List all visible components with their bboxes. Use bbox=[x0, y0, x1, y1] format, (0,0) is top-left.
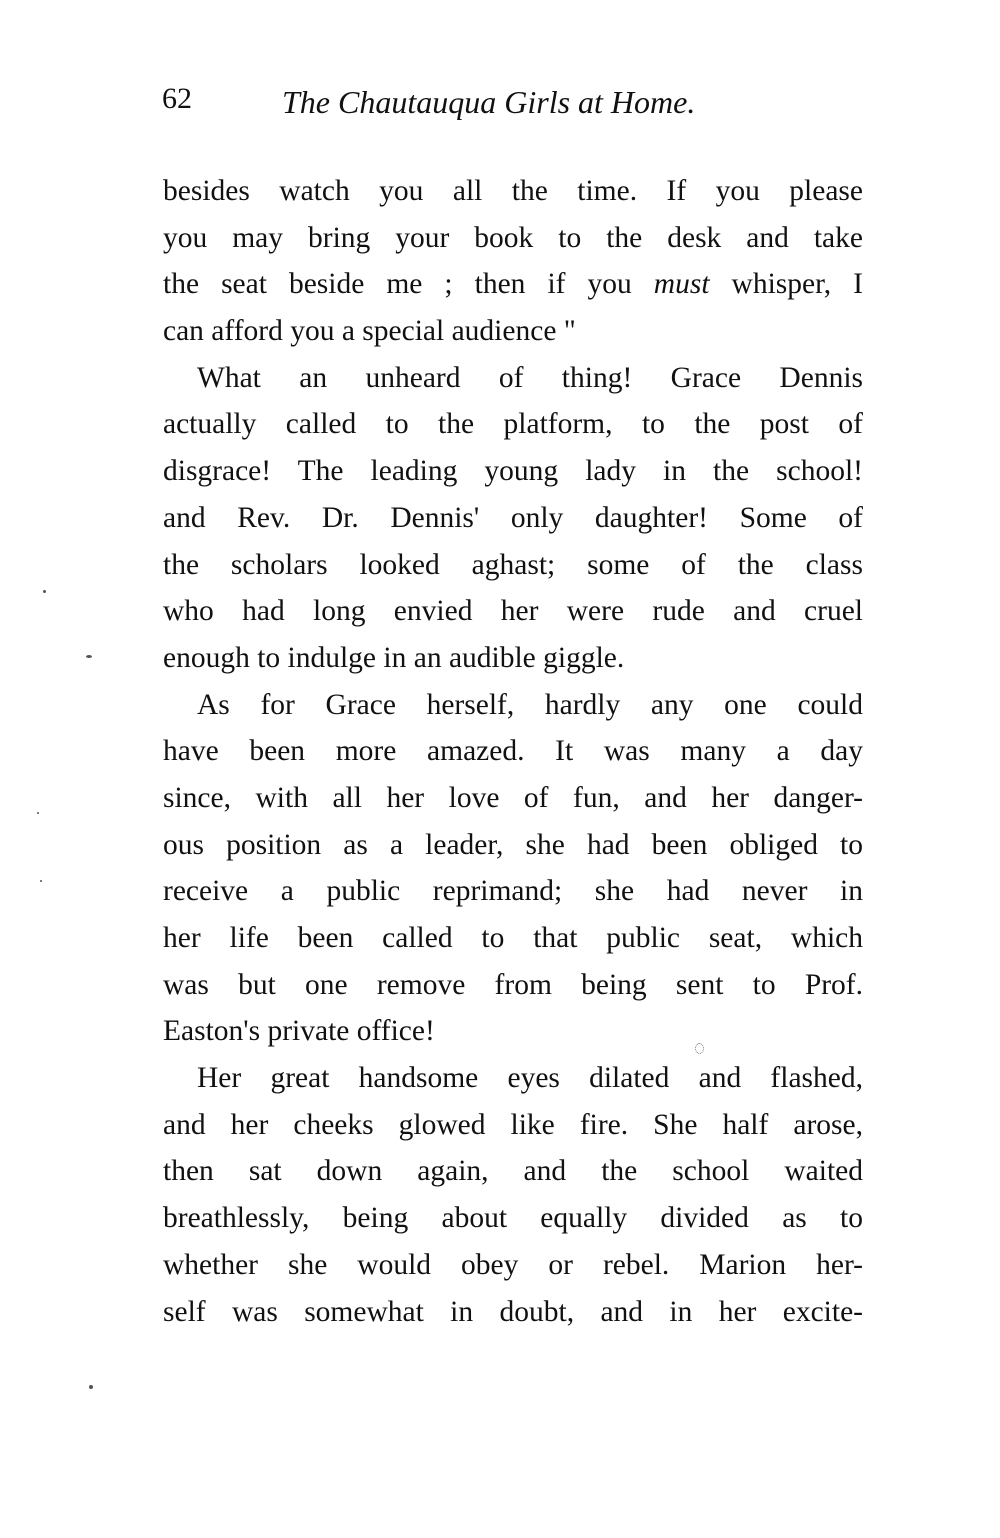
text-line: breathlessly, being about equally divided as to bbox=[163, 1202, 863, 1235]
running-title: The Chautauqua Girls at Home. bbox=[282, 84, 696, 120]
text-line: have been more amazed. It was many a day bbox=[163, 735, 863, 768]
text-line: As for Grace herself, hardly any one could bbox=[197, 688, 863, 721]
text-span: the seat beside me ; then if you bbox=[163, 268, 654, 301]
text-line: her life been called to that public seat, which bbox=[163, 922, 863, 954]
text-line: self was somewhat in doubt, and in her excite- bbox=[163, 1295, 863, 1328]
text-line: the scholars looked aghast; some of the class bbox=[163, 548, 863, 581]
text-line: and her cheeks glowed like fire. She half arose, bbox=[163, 1108, 863, 1141]
text-line: Her great handsome eyes dilated and flashed, bbox=[197, 1062, 863, 1095]
scan-speck bbox=[695, 1043, 704, 1054]
text-line: who had long envied her were rude and cruel bbox=[163, 595, 863, 628]
emphasis-word: must bbox=[653, 268, 710, 301]
scan-speck bbox=[43, 590, 46, 593]
scan-speck bbox=[86, 655, 92, 658]
text-line: What an unheard of thing! Grace Dennis bbox=[197, 361, 863, 394]
text-line: receive a public reprimand; she had never in bbox=[163, 875, 863, 908]
text-line: since, with all her love of fun, and her danger- bbox=[163, 781, 863, 814]
text-line: and Rev. Dr. Dennis' only daughter! Some of bbox=[163, 501, 863, 534]
scan-speck bbox=[37, 812, 39, 814]
scan-speck bbox=[89, 1385, 93, 1389]
text-line: whether she would obey or rebel. Marion her- bbox=[163, 1248, 863, 1281]
text-line: actually called to the platform, to the post of bbox=[163, 408, 863, 441]
text-line bbox=[163, 261, 863, 308]
running-header bbox=[160, 82, 860, 132]
scan-speck bbox=[40, 880, 42, 882]
body-text bbox=[163, 168, 863, 1335]
text-line: ous position as a leader, she had been obliged to bbox=[163, 828, 863, 861]
text-line: was but one remove from being sent to Prof. bbox=[163, 968, 863, 1001]
page-number: 62 bbox=[162, 82, 192, 115]
text-line: you may bring your book to the desk and take bbox=[163, 221, 863, 254]
text-line: then sat down again, and the school waited bbox=[163, 1155, 863, 1188]
text-span: whisper, I bbox=[709, 268, 864, 301]
text-line: can afford you a special audience " bbox=[163, 315, 576, 348]
text-line: Easton's private office! bbox=[163, 1015, 435, 1048]
text-line: enough to indulge in an audible giggle. bbox=[163, 641, 625, 674]
text-line: besides watch you all the time. If you please bbox=[163, 175, 863, 207]
text-line: disgrace! The leading young lady in the school! bbox=[163, 455, 863, 488]
